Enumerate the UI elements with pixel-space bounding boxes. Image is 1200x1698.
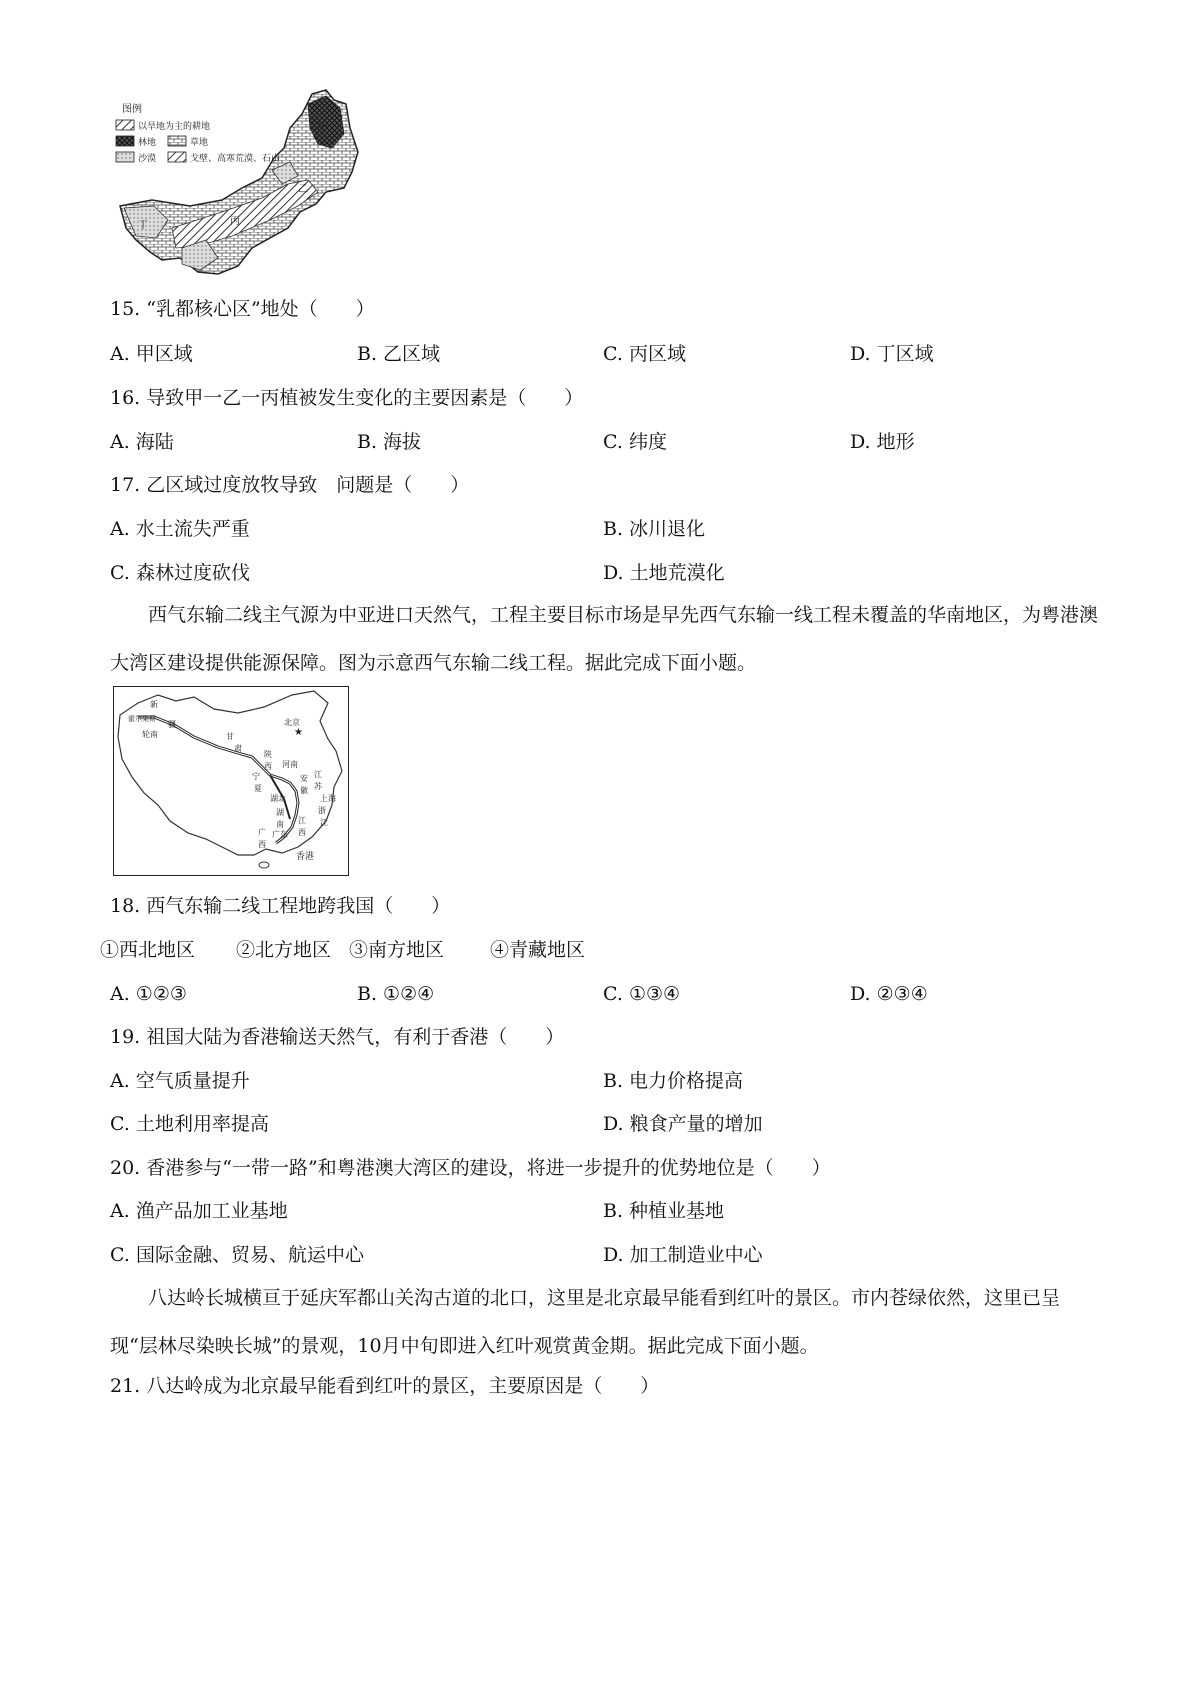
q16-option-c[interactable]: C. 纬度 [603,431,667,453]
q15-option-b[interactable]: B. 乙区域 [357,343,441,365]
q18-option-a[interactable]: A. ①②③ [110,983,187,1005]
q20-option-a[interactable]: A. 渔产品加工业基地 [110,1200,288,1222]
map2-label-xin: 新 [150,700,158,709]
q19-stem: 19. 祖国大陆为香港输送天然气，有利于香港（ ） [110,1026,565,1048]
legend-swatch-desert [116,152,134,162]
q18-option-c[interactable]: C. ①③④ [603,983,681,1005]
map2-label-hubei: 湖北 [270,794,286,803]
legend-label-forest: 林地 [138,138,157,148]
pipeline-map [113,686,349,876]
legend-label-gobi: 戈壁、高寒荒漠、石山 [190,154,281,164]
q16-option-d[interactable]: D. 地形 [850,431,915,453]
q19-option-a[interactable]: A. 空气质量提升 [110,1070,250,1092]
passage-west-east-gas-text: 西气东输二线主气源为中亚进口天然气，工程主要目标市场是早先西气东输一线工程未覆盖的华南地区，为粤港澳大湾区建设提供能源保障。图为示意西气东输二线工程。据此完成下面小题。 [110,604,1099,674]
map2-label-jiang2: 江 [314,770,322,779]
q21-stem: 21. 八达岭成为北京最早能看到红叶的景区，主要原因是（ ） [110,1375,660,1397]
passage-west-east-gas [110,591,1100,687]
map2-label-guang: 广 [258,828,266,837]
map2-label-gan: 甘 [226,732,234,741]
map2-label-beijing: 北京 [284,718,300,727]
map2-label-henan: 河南 [282,760,298,769]
map2-label-shanghai: 上海 [320,794,336,803]
map2-label-xia: 夏 [254,784,262,793]
legend-label-desert: 沙漠 [138,154,157,164]
q18-choice-2: ②北方地区 [236,939,332,961]
q15-option-a[interactable]: A. 甲区域 [110,343,193,365]
map2-label-an: 安 [300,774,308,783]
q20-stem: 20. 香港参与“一带一路”和粤港澳大湾区的建设，将进一步提升的优势地位是（ ） [110,1157,831,1179]
map2-label-jiang4: 江 [298,816,306,825]
legend-swatch-gobi [168,152,186,162]
passage-badaling [110,1274,1100,1370]
q20-option-b[interactable]: B. 种植业基地 [603,1200,725,1222]
legend-swatch-forest [116,136,134,146]
legend-label-grassland: 草地 [190,138,209,148]
q16-stem: 16. 导致甲一乙一丙植被发生变化的主要因素是（ ） [110,387,584,409]
map2-label-xi2: 西 [298,828,306,837]
q18-option-b[interactable]: B. ①②④ [357,983,435,1005]
map2-label-xi: 西 [264,762,272,771]
map2-label-su2: 苏 [314,782,322,791]
q18-option-d[interactable]: D. ②③④ [850,983,928,1005]
q20-option-d[interactable]: D. 加工制造业中心 [603,1244,763,1266]
map2-label-hu: 湖 [276,808,284,817]
q19-option-b[interactable]: B. 电力价格提高 [603,1070,744,1092]
q18-choice-1: ①西北地区 [100,939,196,961]
legend-title: 图例 [122,104,142,115]
passage-badaling-text: 八达岭长城横亘于延庆军都山关沟古道的北口，这里是北京最早能看到红叶的景区。市内苍绿依然，这里已呈现“层林尽染映长城”的景观，10月中旬即进入红叶观赏黄金期。据此完成下面小题。 [110,1287,1061,1357]
land-use-map [112,88,374,280]
map2-label-su: 肃 [234,744,242,753]
q15-option-d[interactable]: D. 丁区域 [850,343,934,365]
q17-stem: 17. 乙区域过度放牧导致 问题是（ ） [110,474,470,496]
map2-label-hongkong: 香港 [296,852,315,862]
map2-label-nan: 南 [276,820,284,829]
q17-option-a[interactable]: A. 水土流失严重 [110,518,250,540]
map2-label-zhe: 浙 [318,806,326,815]
q18-choice-4: ④青藏地区 [490,939,586,961]
map2-label-shaan: 陕 [264,750,272,759]
map2-label-lunnan: 轮南 [142,730,158,739]
q19-option-d[interactable]: D. 粮食产量的增加 [603,1113,763,1135]
q16-option-b[interactable]: B. 海拔 [357,431,422,453]
region-label-jia: 甲 [318,122,328,133]
map2-label-guangdong: 广东 [272,830,288,839]
map2-label-hui: 徽 [300,786,308,795]
map2-label-ning: 宁 [252,772,260,781]
map2-label-jiang: 疆 [168,720,176,729]
q17-option-b[interactable]: B. 冰川退化 [603,518,706,540]
q18-stem: 18. 西气东输二线工程地跨我国（ ） [110,895,451,917]
q17-option-c[interactable]: C. 森林过度砍伐 [110,562,250,584]
region-label-bing: 丙 [230,216,240,227]
map2-label-xi3: 西 [258,840,266,849]
q17-option-d[interactable]: D. 土地荒漠化 [603,562,725,584]
q18-choice-3: ③南方地区 [349,939,445,961]
map2-label-jiang3: 江 [320,818,328,827]
legend-label-dryland: 以旱地为主的耕地 [138,122,211,132]
q15-stem: 15. “乳都核心区”地处（ ） [110,298,375,320]
legend-swatch-dryland [116,120,134,130]
region-label-yi: 乙 [298,184,308,195]
region-label-ding: 丁 [138,220,148,231]
map2-label-khorgas: 霍尔果斯 [128,715,156,723]
q19-option-c[interactable]: C. 土地利用率提高 [110,1113,269,1135]
legend-swatch-grassland [168,136,186,146]
q16-option-a[interactable]: A. 海陆 [110,431,174,453]
q20-option-c[interactable]: C. 国际金融、贸易、航运中心 [110,1244,364,1266]
beijing-star-icon: ★ [294,727,303,738]
q15-option-c[interactable]: C. 丙区域 [603,343,686,365]
